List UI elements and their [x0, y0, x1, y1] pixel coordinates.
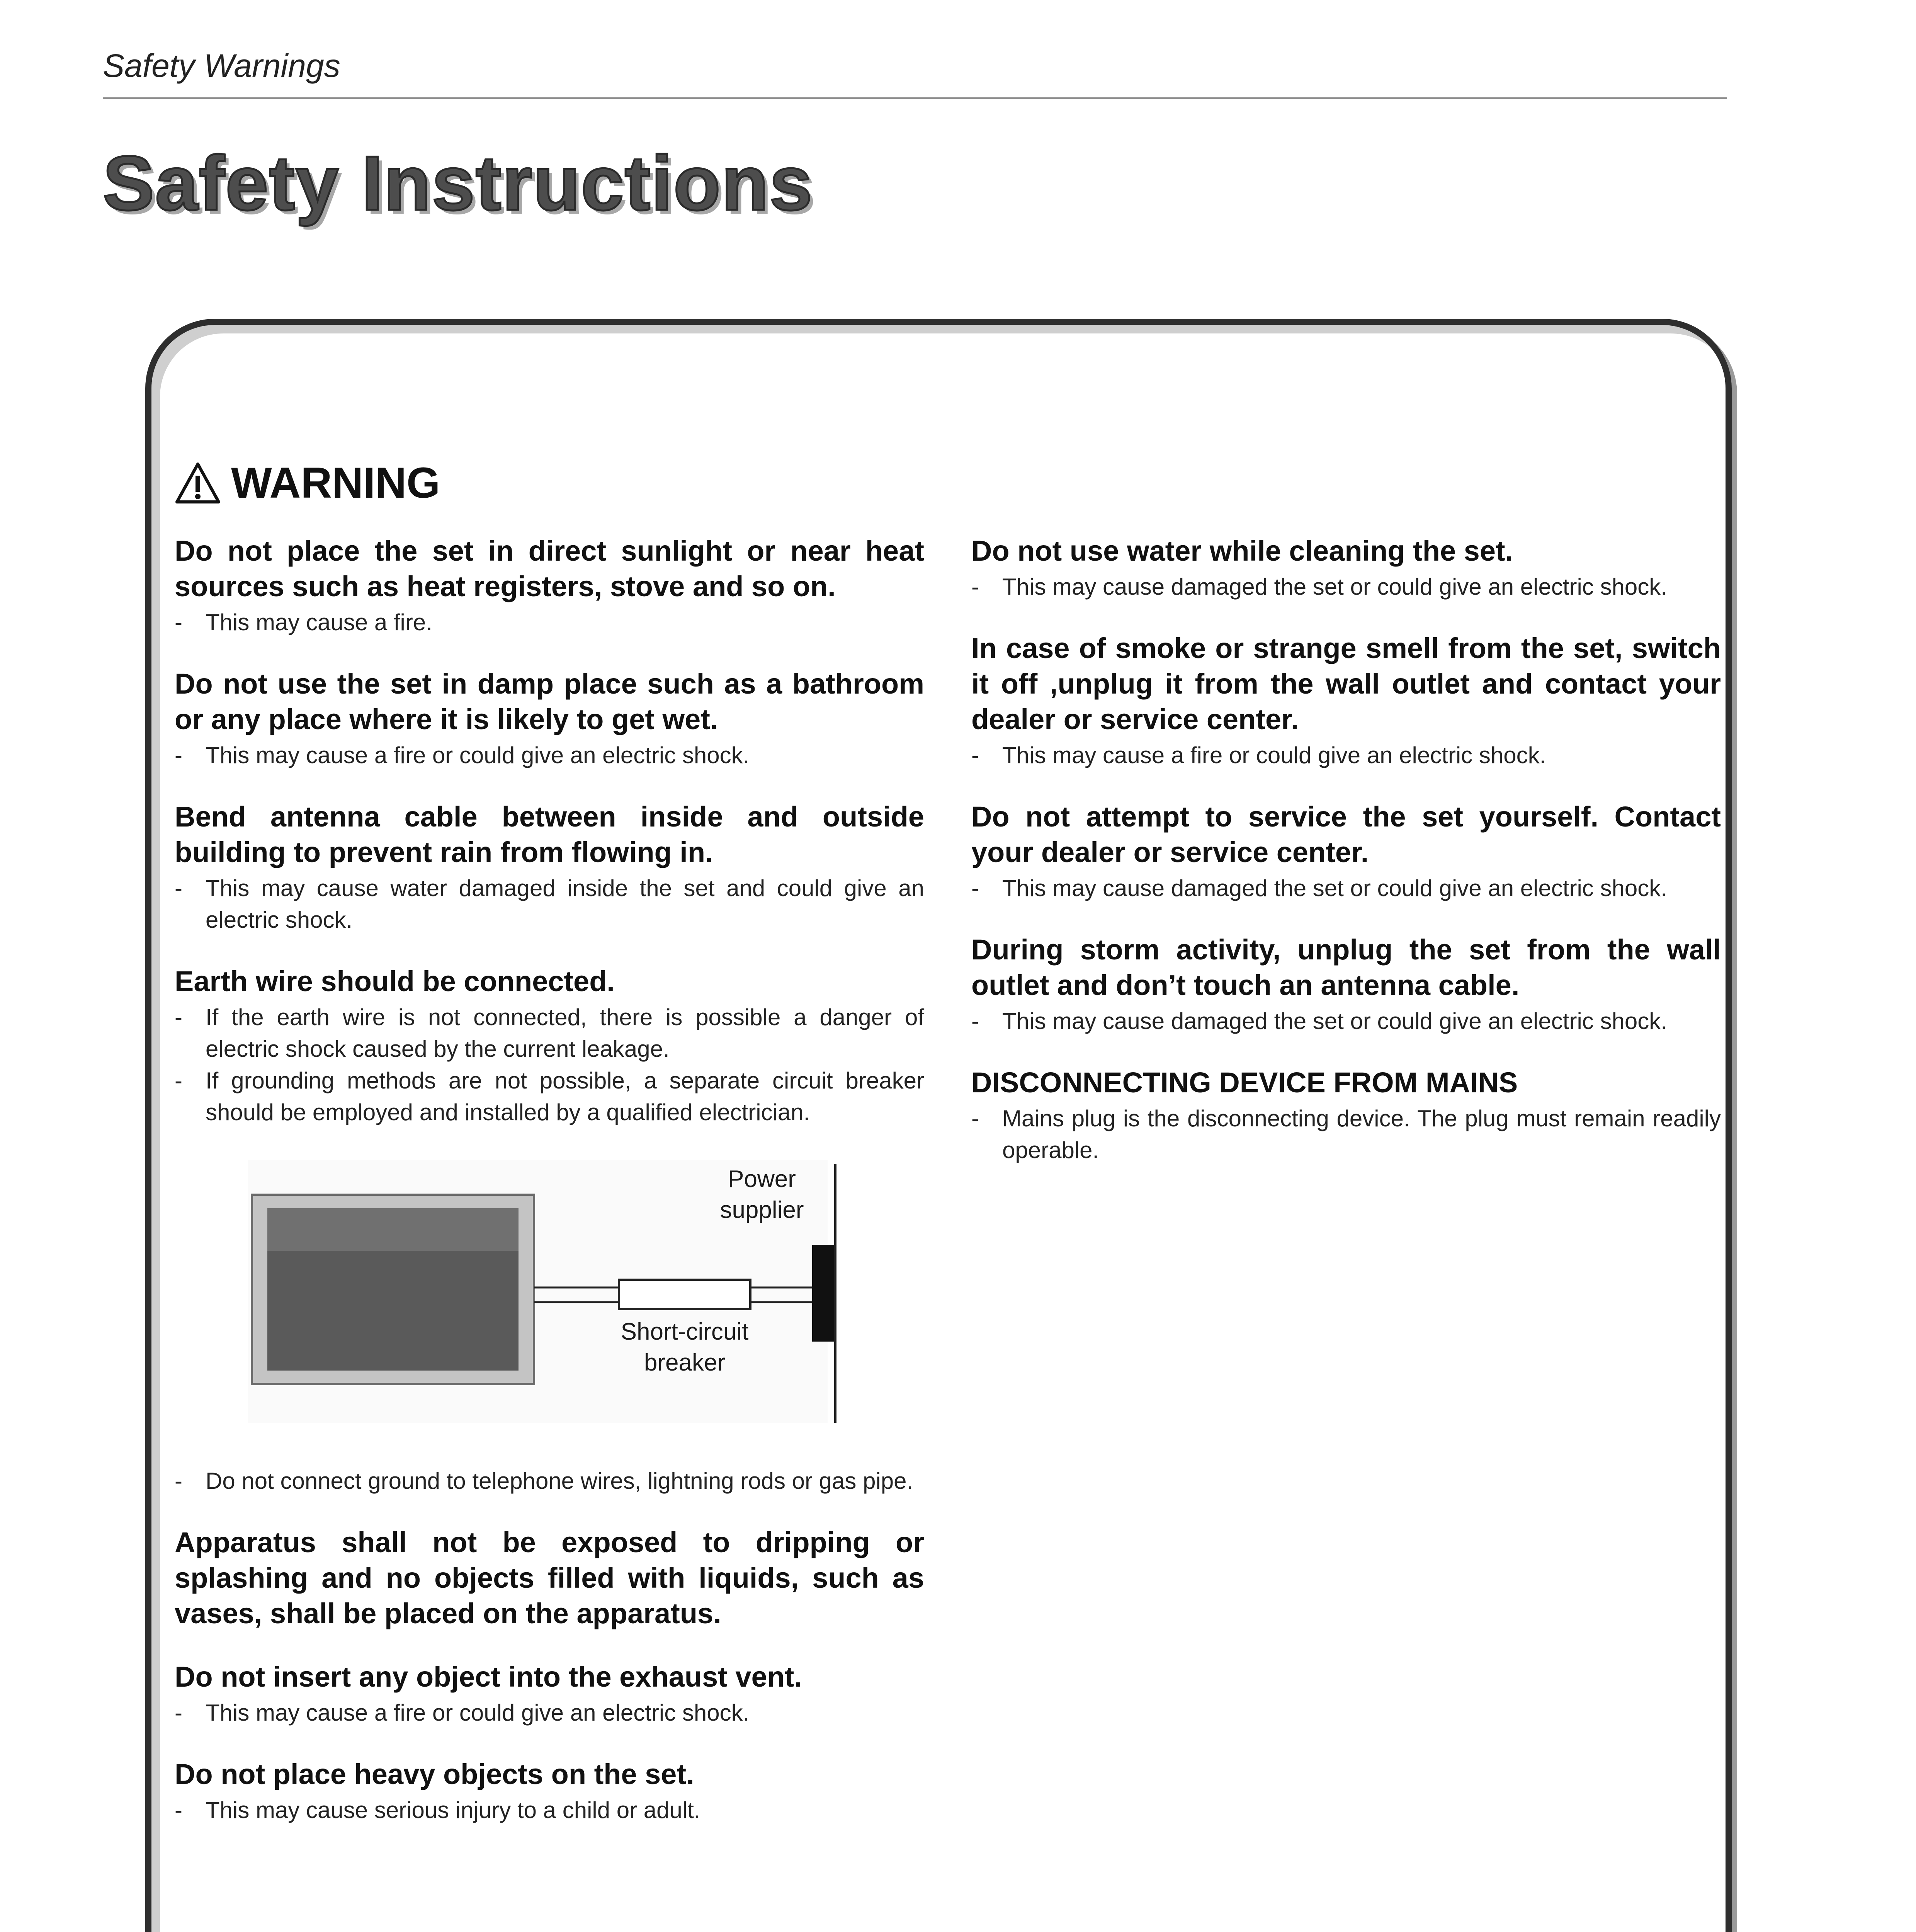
- right-block: [971, 932, 1721, 1037]
- instruction-bullet-text: This may cause a fire or could give an electric shock.: [206, 742, 750, 768]
- instruction-bullet-text: This may cause damaged the set or could give an electric shock.: [1002, 574, 1667, 600]
- instruction-bullet-text: This may cause water damaged inside the set and could give an electric shock.: [206, 875, 924, 933]
- instruction-bullet-text: Mains plug is the disconnecting device. The plug must remain readily operable.: [1002, 1105, 1721, 1163]
- breaker-label: [607, 1316, 762, 1378]
- instruction-title: DISCONNECTING DEVICE FROM MAINS: [971, 1066, 1518, 1099]
- instruction-bullet: - This may cause damaged the set or could give an electric shock.: [971, 875, 1667, 901]
- left-block: [175, 1757, 924, 1826]
- power-label-line1: Power: [728, 1166, 796, 1192]
- running-header: Safety Warnings: [103, 48, 340, 84]
- left-block: [175, 1659, 924, 1729]
- left-block: [175, 1525, 924, 1631]
- instruction-bullet-text: This may cause damaged the set or could give an electric shock.: [1002, 875, 1667, 901]
- instruction-title: Do not attempt to service the set yourself. Contact your dealer or service center.: [971, 801, 1721, 868]
- right-block: [971, 533, 1721, 603]
- left-block: [175, 964, 924, 1128]
- instruction-bullet: - This may cause damaged the set or could give an electric shock.: [971, 574, 1667, 600]
- instruction-bullet: - This may cause serious injury to a child or adult.: [175, 1797, 700, 1823]
- right-block: [971, 1065, 1721, 1166]
- instruction-bullet-text: This may cause a fire or could give an electric shock.: [1002, 742, 1546, 768]
- instruction-bullet-text: This may cause damaged the set or could give an electric shock.: [1002, 1008, 1667, 1034]
- instruction-bullet: - This may cause a fire or could give an electric shock.: [971, 742, 1546, 768]
- instruction-title: Apparatus shall not be exposed to dripping or splashing and no objects filled with liquids, such as vases, shall be placed on the apparatus.: [175, 1526, 924, 1629]
- instruction-bullet: - If grounding methods are not possible, a separate circuit breaker should be employed and installed by a qualified electrician.: [175, 1068, 924, 1125]
- instruction-bullet-text: This may cause a fire.: [206, 609, 432, 635]
- instruction-bullet: - If the earth wire is not connected, there is possible a danger of electric shock caused by the current leakage.: [175, 1004, 924, 1062]
- instruction-bullet-text: This may cause a fire or could give an electric shock.: [206, 1700, 750, 1726]
- left-block: [175, 799, 924, 936]
- instruction-title: In case of smoke or strange smell from the set, switch it off ,unplug it from the wall outlet and contact your dealer or service center.: [971, 632, 1721, 735]
- instruction-title: Do not insert any object into the exhaust vent.: [175, 1661, 802, 1693]
- instruction-bullet: - This may cause water damaged inside the set and could give an electric shock.: [175, 875, 924, 933]
- earth-wiring-diagram: [175, 1156, 924, 1434]
- right-column: [971, 533, 1721, 1194]
- left-column: [175, 533, 924, 1854]
- left-block: [175, 666, 924, 771]
- instruction-title: Do not use water while cleaning the set.: [971, 535, 1513, 567]
- power-supplier-label: [708, 1164, 816, 1226]
- instruction-title: Do not use the set in damp place such as a bathroom or any place where it is likely to get wet.: [175, 668, 924, 735]
- warning-triangle-icon: [175, 462, 221, 504]
- instruction-bullet: - This may cause damaged the set or could give an electric shock.: [971, 1008, 1667, 1034]
- right-block: [971, 631, 1721, 771]
- instruction-bullet: - This may cause a fire or could give an electric shock.: [175, 742, 750, 768]
- instruction-bullet-text: This may cause serious injury to a child or adult.: [206, 1797, 700, 1823]
- page-title: Safety Instructions: [103, 140, 813, 226]
- power-label-line2: supplier: [720, 1197, 804, 1223]
- instruction-bullet: - This may cause a fire or could give an electric shock.: [175, 1700, 750, 1726]
- instruction-bullet: - This may cause a fire.: [175, 609, 432, 635]
- instruction-title: Do not place the set in direct sunlight or near heat sources such as heat registers, stove and so on.: [175, 535, 924, 602]
- instruction-bullet-text: If grounding methods are not possible, a separate circuit breaker should be employed and installed by a qualified electrician.: [206, 1068, 924, 1125]
- warning-heading: [175, 458, 440, 508]
- instruction-bullet: - Mains plug is the disconnecting device. The plug must remain readily operable.: [971, 1105, 1721, 1163]
- instruction-title: Bend antenna cable between inside and outside building to prevent rain from flowing in.: [175, 801, 924, 868]
- breaker-label-line2: breaker: [644, 1349, 726, 1376]
- instruction-title: Do not place heavy objects on the set.: [175, 1758, 694, 1790]
- warning-label: WARNING: [231, 459, 440, 507]
- header-rule: [103, 97, 1727, 99]
- instruction-title: Earth wire should be connected.: [175, 965, 615, 997]
- instruction-bullet-text: If the earth wire is not connected, there is possible a danger of electric shock caused by the current leakage.: [206, 1004, 924, 1062]
- breaker-label-line1: Short-circuit: [621, 1318, 749, 1345]
- instruction-title: During storm activity, unplug the set from the wall outlet and don’t touch an antenna cable.: [971, 934, 1721, 1001]
- right-block: [971, 799, 1721, 904]
- left-block: [175, 533, 924, 638]
- ground-bullet-text: Do not connect ground to telephone wires, lightning rods or gas pipe.: [206, 1468, 913, 1494]
- ground-bullet: - Do not connect ground to telephone wires, lightning rods or gas pipe.: [175, 1468, 913, 1494]
